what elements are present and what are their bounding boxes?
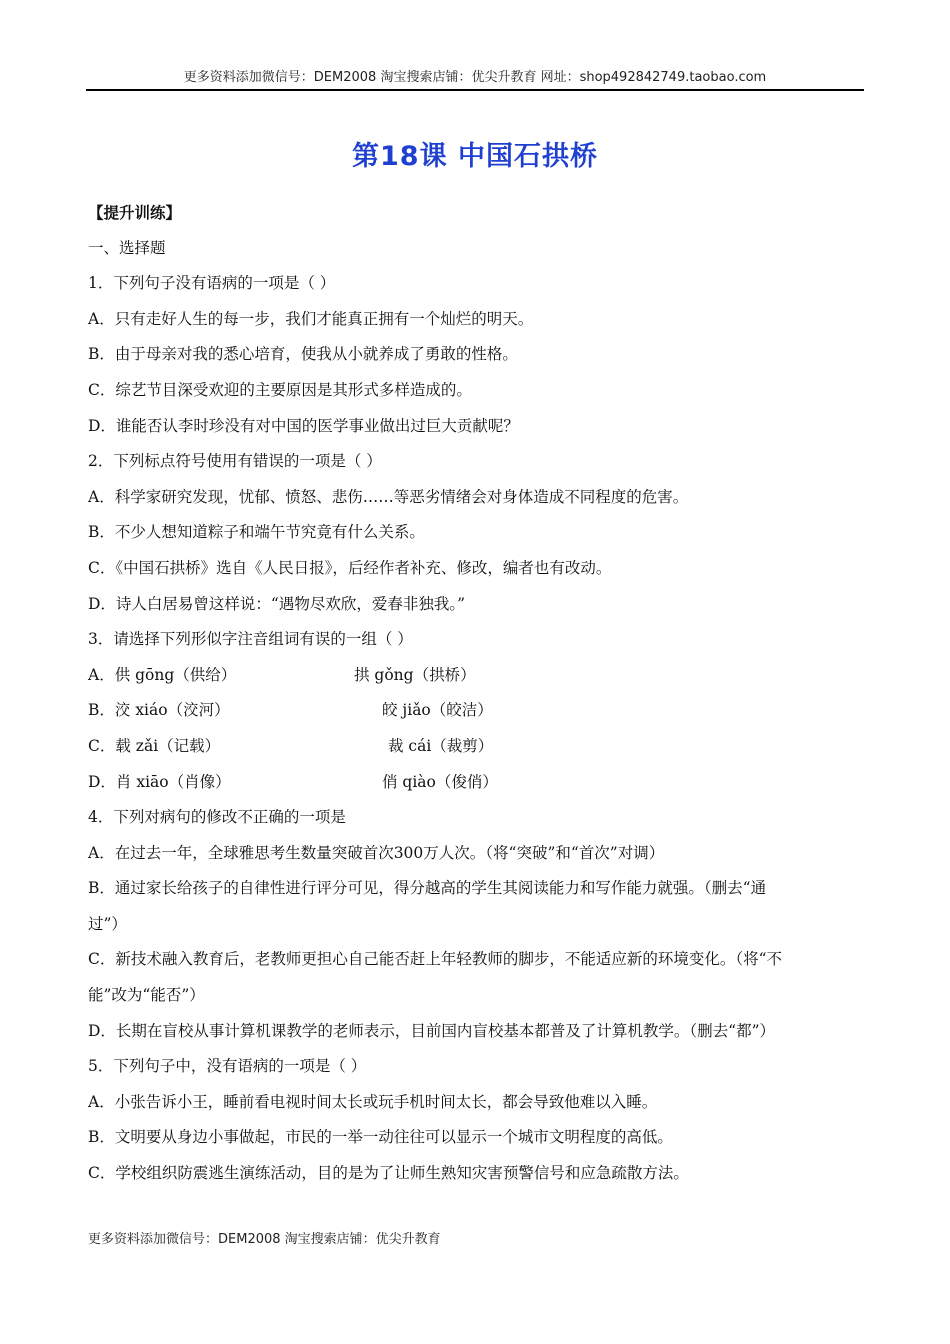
question-2-option-c: C．《中国石拱桥》选自《人民日报》，后经作者补充、修改，编者也有改动。: [88, 558, 612, 577]
option-a-right: 拱 gǒng（拱桥）: [354, 665, 476, 684]
document-body: [88, 195, 864, 1192]
question-5-option-b: B．文明要从身边小事做起，市民的一举一动往往可以显示一个城市文明程度的高低。: [88, 1128, 673, 1147]
question-3-option-b: [88, 693, 864, 729]
question-1-stem: 1．下列句子没有语病的一项是（ ）: [88, 274, 336, 293]
question-3-option-a: [88, 658, 864, 694]
option-c-left: C．载 zǎi（记载）: [88, 736, 221, 755]
question-4-option-b: B．通过家长给孩子的自律性进行评分可见，得分越高的学生其阅读能力和写作能力就强。（删去“通: [88, 879, 767, 898]
question-1-option-d: D．谁能否认李时珍没有对中国的医学事业做出过巨大贡献呢？: [88, 416, 519, 435]
part-heading: 一、选择题: [88, 238, 166, 257]
option-d-left: D．肖 xiāo（肖像）: [88, 772, 231, 791]
question-2-option-b: B．不少人想知道粽子和端午节究竟有什么关系。: [88, 523, 425, 542]
question-4-stem: 4．下列对病句的修改不正确的一项是: [88, 808, 346, 827]
page-title: 第18课 中国石拱桥: [352, 141, 598, 172]
option-d-right: 俏 qiào（俊俏）: [382, 772, 498, 791]
option-b-right: 皎 jiǎo（皎洁）: [382, 701, 493, 720]
option-c-right: 裁 cái（裁剪）: [388, 736, 494, 755]
question-5-option-c: C．学校组织防震逃生演练活动，目的是为了让师生熟知灾害预警信号和应急疏散方法。: [88, 1164, 689, 1183]
question-5-option-a: A．小张告诉小王，睡前看电视时间太长或玩手机时间太长，都会导致他难以入睡。: [88, 1092, 658, 1111]
question-1-option-c: C．综艺节目深受欢迎的主要原因是其形式多样造成的。: [88, 380, 472, 399]
option-b-left: B．洨 xiáo（洨河）: [88, 701, 230, 720]
question-3-option-c: [88, 729, 864, 765]
page-footer: 更多资料添加微信号：DEM2008 淘宝搜索店铺：优尖升教育: [88, 1232, 441, 1247]
question-2-stem: 2．下列标点符号使用有错误的一项是（ ）: [88, 452, 382, 471]
question-1-option-a: A．只有走好人生的每一步，我们才能真正拥有一个灿烂的明天。: [88, 309, 534, 328]
question-4-option-d: D．长期在盲校从事计算机课教学的老师表示，目前国内盲校基本都普及了计算机教学。（删去“都”）: [88, 1021, 776, 1040]
question-4-option-a: A．在过去一年，全球雅思考生数量突破首次300万人次。（将“突破”和“首次”对调）: [88, 843, 665, 862]
question-2-option-a: A．科学家研究发现，忧郁、愤怒、悲伤……等恶劣情绪会对身体造成不同程度的危害。: [88, 487, 689, 506]
question-2-option-d: D．诗人白居易曾这样说：“遇物尽欢欣，爱春非独我。”: [88, 594, 466, 613]
question-4-option-c-cont: 能”改为“能否”）: [88, 986, 205, 1005]
section-heading: 【提升训练】: [88, 203, 182, 222]
option-a-left: A．供 gōng（供给）: [88, 665, 237, 684]
question-3-stem: 3．请选择下列形似字注音组词有误的一组（ ）: [88, 630, 413, 649]
page-header: 更多资料添加微信号：DEM2008 淘宝搜索店铺：优尖升教育 网址：shop492842749.taobao.com: [86, 66, 864, 91]
question-3-option-d: [88, 765, 864, 801]
question-4-option-c: C．新技术融入教育后，老教师更担心自己能否赶上年轻教师的脚步，不能适应新的环境变化。（将“不: [88, 950, 783, 969]
question-5-stem: 5．下列句子中，没有语病的一项是（ ）: [88, 1057, 367, 1076]
question-1-option-b: B．由于母亲对我的悉心培育，使我从小就养成了勇敢的性格。: [88, 345, 518, 364]
question-4-option-b-cont: 过”）: [88, 914, 127, 933]
